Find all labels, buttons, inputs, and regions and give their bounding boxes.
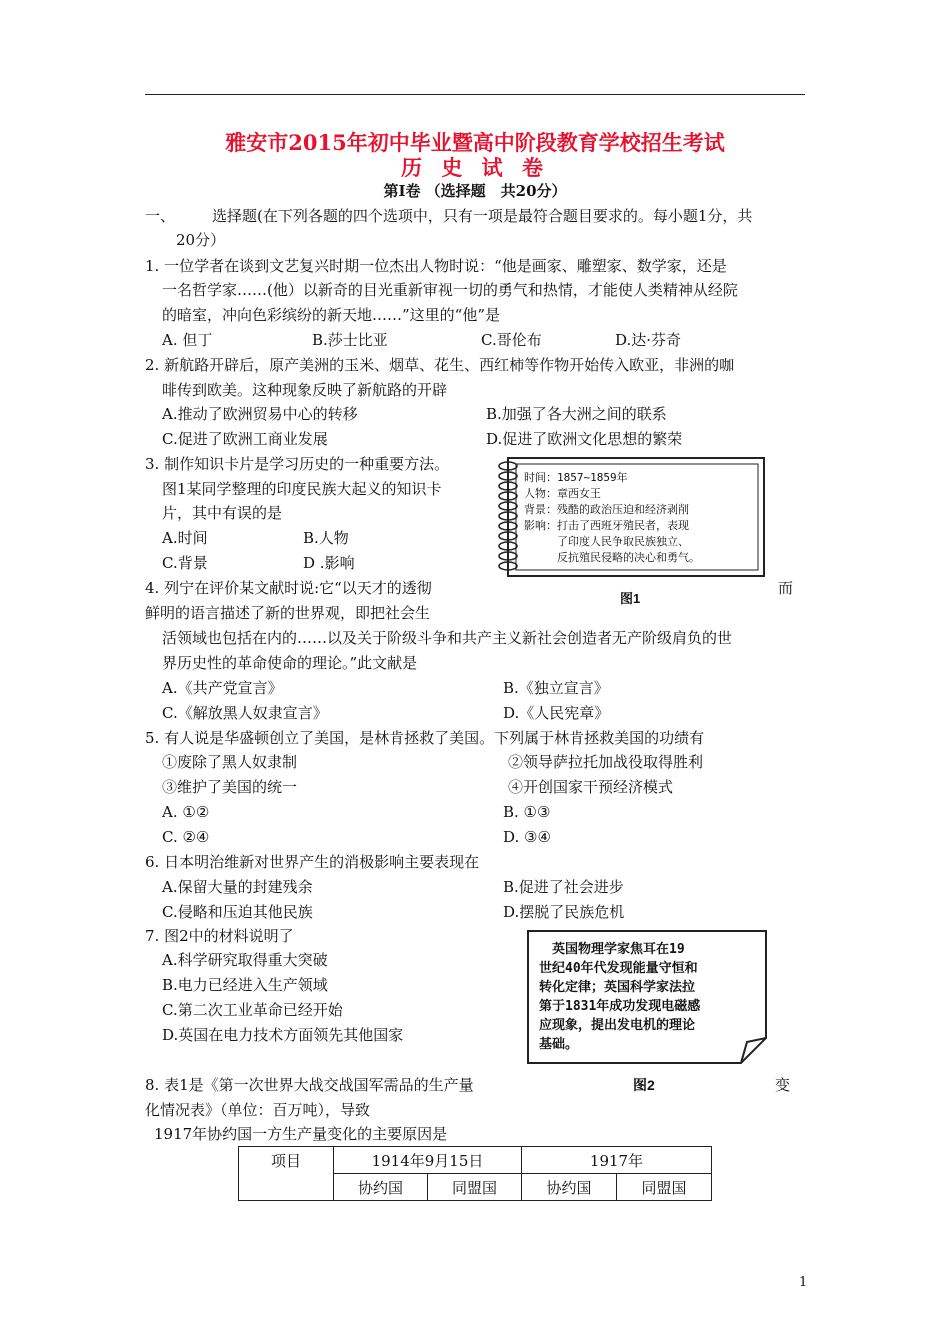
table-sub-central-1917: 同盟国 (617, 1174, 712, 1201)
q7-option-a: A.科学研究取得重大突破 (162, 951, 328, 969)
page-number: 1 (799, 1275, 808, 1290)
instruction-number: 一、 (145, 207, 176, 225)
q7-option-c: C.第二次工业革命已经开始 (162, 1001, 343, 1019)
exam-subtitle: 历 史 试 卷 (401, 155, 549, 180)
q6-option-c: C.侵略和压迫其他民族 (162, 903, 313, 921)
q1-option-c: C.哥伦布 (481, 331, 542, 349)
section-heading: 第Ⅰ卷 （选择题 共20分） (383, 182, 567, 200)
q5-option-a: A. ①② (162, 803, 210, 821)
table-subheader-row (239, 1174, 712, 1201)
q5-item-3: ③维护了美国的统一 (162, 778, 298, 796)
q2-stem-line1: 2. 新航路开辟后，原产美洲的玉米、烟草、花生、西红柿等作物开始传入欧亚，非洲的咖 (145, 356, 735, 374)
figure1-caption: 图1 (620, 591, 641, 606)
q6-option-d: D.摆脱了民族危机 (503, 903, 625, 921)
card1-line3: 背景：残酷的政治压迫和经济剥削 (524, 503, 689, 516)
q5-option-b: B. ①③ (503, 803, 551, 821)
instruction-line1: 选择题(在下列各题的四个选项中，只有一项是最符合题目要求的。每小题1分，共 (212, 207, 753, 225)
instruction-line2: 20分） (176, 231, 226, 249)
q5-item-4: ④开创国家干预经济模式 (508, 778, 674, 796)
card1-line1: 时间：1857~1859年 (524, 471, 628, 484)
q5-item-2: ②领导萨拉托加战役取得胜利 (508, 753, 704, 771)
q2-option-a: A.推动了欧洲贸易中心的转移 (162, 405, 358, 423)
table-sub-entente-1914: 协约国 (334, 1174, 428, 1201)
q3-stem-line3: 片，其中有误的是 (162, 504, 283, 522)
q4-option-c: C.《解放黑人奴隶宣言》 (162, 704, 328, 722)
q5-option-d: D. ③④ (503, 828, 551, 846)
card1-line2: 人物：章西女王 (524, 487, 601, 500)
q1-stem-line2: 一名哲学家……(他）以新奇的目光重新审视一切的勇气和热情，才能使人类精神从经院 (162, 281, 738, 299)
q1-option-d: D.达·芬奇 (615, 331, 682, 349)
card2-line4: 第于1831年成功发现电磁感 (539, 999, 701, 1014)
card2-line1: 英国物理学家焦耳在19 (539, 942, 685, 957)
q4-stem-line4: 界历史性的革命使命的理论。”此文献是 (162, 654, 418, 672)
q3-option-d: D .影响 (303, 554, 355, 572)
card2-line3: 转化定律；英国科学家法拉 (539, 980, 696, 995)
q8-stem-line1: 8. 表1是《第一次世界大战交战国军需品的生产量 (145, 1076, 474, 1094)
q1-option-a: A. 但丁 (162, 331, 213, 349)
card2-line5: 应现象，提出发电机的理论 (539, 1018, 696, 1033)
production-table (238, 1146, 712, 1201)
q5-option-c: C. ②④ (162, 828, 210, 846)
table-sub-central-1914: 同盟国 (428, 1174, 522, 1201)
q8-stem-line3: 1917年协约国一方生产量变化的主要原因是 (154, 1125, 448, 1143)
card1-line6: 反抗殖民侵略的决心和勇气。 (524, 551, 700, 564)
figure2-note-card (527, 930, 767, 1064)
q8-stem-line2: 化情况表》（单位：百万吨），导致 (145, 1101, 371, 1119)
q2-option-c: C.促进了欧洲工商业发展 (162, 430, 328, 448)
q1-stem-line1: 1. 一位学者在谈到文艺复兴时期一位杰出人物时说：“他是画家、雕塑家、数学家，还是 (145, 257, 727, 275)
q2-option-b: B.加强了各大洲之间的联系 (486, 405, 667, 423)
q4-option-b: B.《独立宣言》 (503, 679, 609, 697)
q3-stem-line2: 图1某同学整理的印度民族大起义的知识卡 (162, 480, 442, 498)
q3-option-a: A.时间 (162, 529, 208, 547)
table-header-1917: 1917年 (522, 1147, 712, 1174)
figure1-knowledge-card (490, 452, 770, 582)
q4-option-a: A.《共产党宣言》 (162, 679, 283, 697)
q6-stem: 6. 日本明治维新对世界产生的消极影响主要表现在 (145, 853, 480, 871)
q7-option-d: D.英国在电力技术方面领先其他国家 (162, 1026, 404, 1044)
q4-stem-line1-end: 而 (778, 579, 794, 597)
q4-stem-line3: 活领域也包括在内的……以及关于阶级斗争和共产主义新社会创造者无产阶级肩负的世 (162, 629, 733, 647)
q6-option-b: B.促进了社会进步 (503, 878, 624, 896)
q2-stem-line2: 啡传到欧美。这种现象反映了新航路的开辟 (162, 381, 448, 399)
exam-title: 雅安市2015年初中毕业暨高中阶段教育学校招生考试 (225, 130, 725, 155)
figure2-caption: 图2 (633, 1077, 655, 1093)
q6-option-a: A.保留大量的封建残余 (162, 878, 313, 896)
q3-stem-line1: 3. 制作知识卡片是学习历史的一种重要方法。 (145, 455, 450, 473)
card2-line2: 世纪40年代发现能量守恒和 (539, 961, 698, 976)
q5-item-1: ①废除了黑人奴隶制 (162, 753, 298, 771)
q7-option-b: B.电力已经进入生产领域 (162, 976, 328, 994)
q3-option-c: C.背景 (162, 554, 208, 572)
card1-line4: 影响：打击了西班牙殖民者，表现 (524, 519, 689, 532)
q4-stem-line2: 鲜明的语言描述了新的世界观，即把社会生 (145, 604, 431, 622)
q4-option-d: D.《人民宪章》 (503, 704, 610, 722)
q4-stem-line1: 4. 列宁在评价某文献时说:它“以天才的透彻 (145, 579, 432, 597)
table-header-1914: 1914年9月15日 (334, 1147, 522, 1174)
q5-stem: 5. 有人说是华盛顿创立了美国，是林肯拯救了美国。下列属于林肯拯救美国的功绩有 (145, 729, 705, 747)
q2-option-d: D.促进了欧洲文化思想的繁荣 (486, 430, 683, 448)
header-rule (145, 94, 805, 95)
q7-stem: 7. 图2中的材料说明了 (145, 927, 294, 945)
q3-option-b: B.人物 (303, 529, 349, 547)
card2-line6: 基础。 (539, 1037, 579, 1052)
q1-option-b: B.莎士比亚 (312, 331, 388, 349)
q8-stem-line1-end: 变 (775, 1076, 791, 1094)
table-cell-empty (239, 1174, 334, 1201)
table-header-item: 项目 (239, 1147, 334, 1174)
table-header-row (239, 1147, 712, 1174)
table-sub-entente-1917: 协约国 (522, 1174, 617, 1201)
card1-line5: 了印度人民争取民族独立、 (524, 535, 689, 548)
q1-stem-line3: 的暗室，冲向色彩缤纷的新天地……”这里的“他”是 (162, 306, 501, 324)
